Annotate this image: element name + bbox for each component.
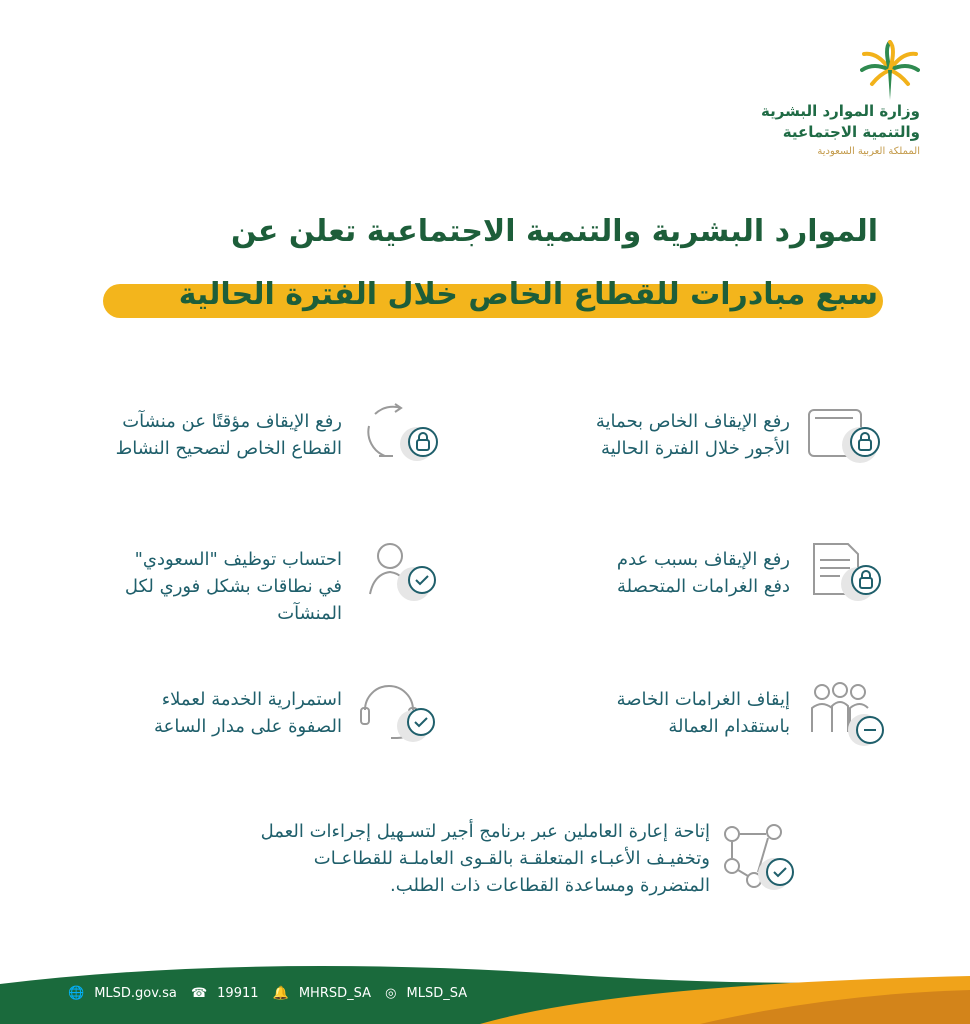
footer-website[interactable]: MLSD.gov.sa <box>94 986 177 1001</box>
item-text-line: المتضررة ومساعدة القطاعات ذات الطلب. <box>390 875 710 896</box>
item-text-line: استمرارية الخدمة لعملاء <box>161 689 342 710</box>
footer-social[interactable]: MHRSD_SA <box>298 986 372 1001</box>
footer-phone[interactable]: 19911 <box>217 986 259 1001</box>
item-text-line: الأجور خلال الفترة الحالية <box>600 438 790 459</box>
item-text-line: رفع الإيقاف الخاص بحماية <box>595 411 790 432</box>
footer-contacts <box>68 986 477 1001</box>
logo-line-1: وزارة الموارد البشرية <box>761 102 920 120</box>
network-check-icon <box>718 820 808 896</box>
item-text-line: القطاع الخاص لتصحيح النشاط <box>115 438 342 459</box>
initiative-item-7 <box>261 818 710 899</box>
item-text-line: إيقاف الغرامات الخاصة <box>616 689 790 710</box>
ministry-logo <box>761 40 950 170</box>
initiative-item-2 <box>116 408 342 462</box>
cycle-lock-icon <box>355 400 445 470</box>
palm-tree-icon <box>860 40 920 102</box>
headset-check-icon <box>355 676 445 748</box>
item-text-line: رفع الإيقاف بسبب عدم <box>616 549 790 570</box>
initiative-item-5 <box>617 686 790 740</box>
instagram-icon: ◎ <box>385 986 397 1001</box>
item-text-line: إتاحة إعارة العاملين عبر برنامج أجير لتسـهيل إجراءات العمل <box>260 821 710 842</box>
item-text-line: الصفوة على مدار الساعة <box>154 716 342 737</box>
item-text-line: المنشآت <box>277 603 342 624</box>
initiative-item-3 <box>617 546 790 600</box>
item-text-line: دفع الغرامات المتحصلة <box>617 576 790 597</box>
item-text-line: رفع الإيقاف مؤقتًا عن منشآت <box>122 411 342 432</box>
social-icon: 🔔 <box>272 986 289 1001</box>
phone-icon: ☎ <box>190 986 208 1001</box>
document-lock-icon <box>808 538 893 608</box>
footer-instagram[interactable]: MLSD_SA <box>406 986 468 1001</box>
group-minus-icon <box>806 678 891 750</box>
logo-line-2: والتنمية الاجتماعية <box>782 123 920 141</box>
website-icon: 🌐 <box>68 986 85 1001</box>
page-subtitle: سبع مبادرات للقطاع الخاص خلال الفترة الحالية <box>178 277 878 312</box>
wallet-lock-icon <box>805 400 890 470</box>
initiative-item-4 <box>125 546 342 627</box>
item-text-line: وتخفيـف الأعبـاء المتعلقـة بالقـوى العاملـة للقطاعـات <box>313 848 710 869</box>
initiative-item-6 <box>154 686 342 740</box>
person-check-icon <box>362 536 447 606</box>
item-text-line: باستقدام العمالة <box>668 716 790 737</box>
logo-line-3: المملكة العربية السعودية <box>817 146 920 157</box>
initiative-item-1 <box>596 408 790 462</box>
page-title: الموارد البشرية والتنمية الاجتماعية تعلن عن <box>230 214 878 249</box>
item-text-line: في نطاقات بشكل فوري لكل <box>124 576 342 597</box>
item-text-line: احتساب توظيف "السعودي" <box>134 549 342 570</box>
